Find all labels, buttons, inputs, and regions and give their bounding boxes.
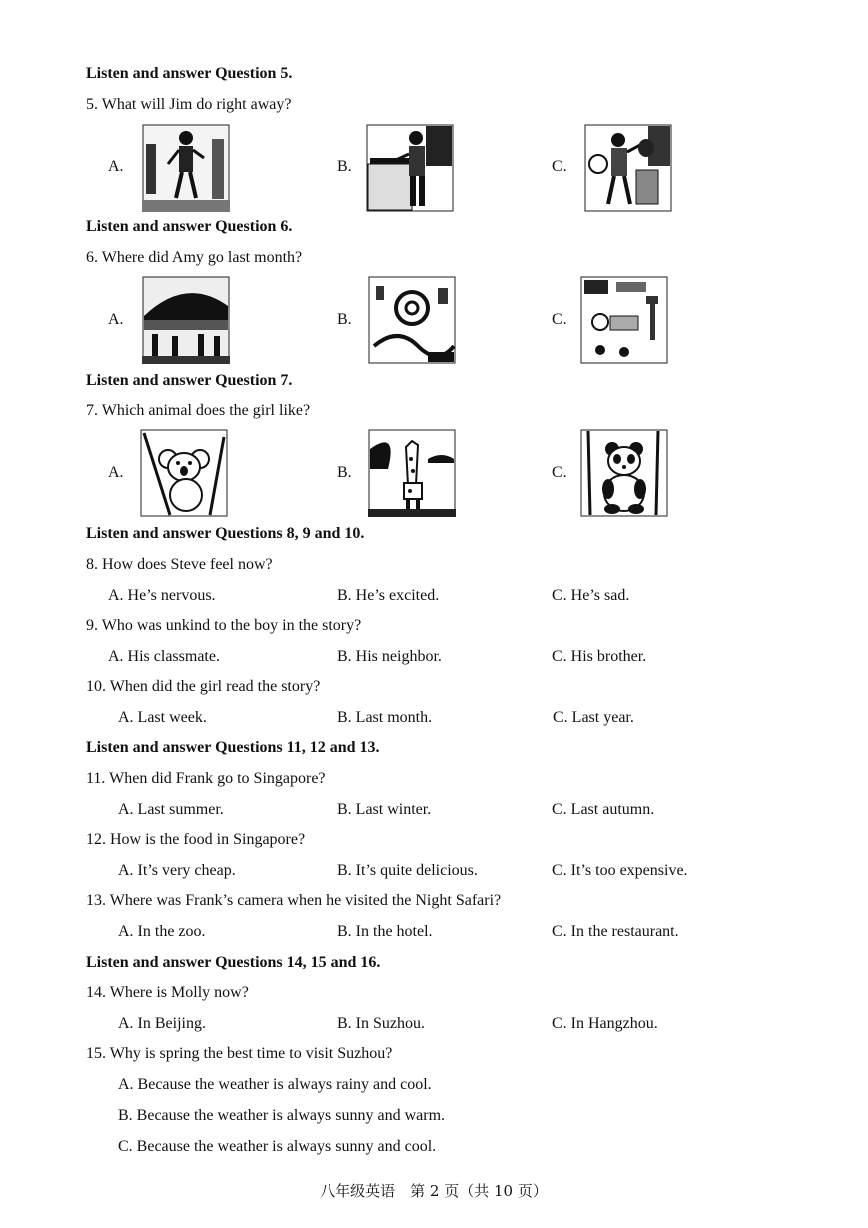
question-11: 11. When did Frank go to Singapore?: [86, 770, 326, 787]
q14-option-c[interactable]: C. In Hangzhou.: [552, 1015, 658, 1032]
q7-option-c-label[interactable]: C.: [552, 464, 567, 481]
koala-picture: [140, 429, 228, 517]
q13-option-c[interactable]: C. In the restaurant.: [552, 923, 679, 940]
q12-option-c[interactable]: C. It’s too expensive.: [552, 862, 688, 879]
q6-option-b-label[interactable]: B.: [337, 311, 352, 328]
q9-option-a[interactable]: A. His classmate.: [108, 648, 220, 665]
section-heading-q6: Listen and answer Question 6.: [86, 218, 293, 235]
q7-option-a-label[interactable]: A.: [108, 464, 124, 481]
q11-option-b[interactable]: B. Last winter.: [337, 801, 432, 818]
panda-picture: [580, 429, 668, 517]
q11-option-a[interactable]: A. Last summer.: [118, 801, 224, 818]
question-6: 6. Where did Amy go last month?: [86, 249, 303, 266]
amusement-park-picture: [368, 276, 456, 364]
q5-option-c-label[interactable]: C.: [552, 158, 567, 175]
q14-option-a[interactable]: A. In Beijing.: [118, 1015, 206, 1032]
question-9: 9. Who was unkind to the boy in the story?: [86, 617, 362, 634]
section-heading-q8-10: Listen and answer Questions 8, 9 and 10.: [86, 525, 365, 542]
q9-option-c[interactable]: C. His brother.: [552, 648, 647, 665]
q11-option-c[interactable]: C. Last autumn.: [552, 801, 655, 818]
q15-option-a[interactable]: A. Because the weather is always rainy and cool.: [118, 1076, 432, 1093]
q5-option-a-label[interactable]: A.: [108, 158, 124, 175]
q7-option-b-label[interactable]: B.: [337, 464, 352, 481]
giraffe-picture: [368, 429, 456, 517]
question-8: 8. How does Steve feel now?: [86, 556, 273, 573]
q10-option-b[interactable]: B. Last month.: [337, 709, 433, 726]
q9-option-b[interactable]: B. His neighbor.: [337, 648, 442, 665]
q8-option-a[interactable]: A. He’s nervous.: [108, 587, 216, 604]
boy-exercising-picture: [142, 124, 230, 212]
boy-taking-out-trash-picture: [584, 124, 672, 212]
q10-option-a[interactable]: A. Last week.: [118, 709, 207, 726]
section-heading-q7: Listen and answer Question 7.: [86, 372, 293, 389]
question-12: 12. How is the food in Singapore?: [86, 831, 306, 848]
stadium-picture: [142, 276, 230, 364]
question-15: 15. Why is spring the best time to visit Suzhou?: [86, 1045, 393, 1062]
q6-option-a-label[interactable]: A.: [108, 311, 124, 328]
q15-option-b[interactable]: B. Because the weather is always sunny and warm.: [118, 1107, 446, 1124]
q6-option-c-label[interactable]: C.: [552, 311, 567, 328]
section-heading-q11-13: Listen and answer Questions 11, 12 and 13.: [86, 739, 380, 756]
section-heading-q14-16: Listen and answer Questions 14, 15 and 16.: [86, 954, 381, 971]
q8-option-b[interactable]: B. He’s excited.: [337, 587, 440, 604]
question-10: 10. When did the girl read the story?: [86, 678, 321, 695]
q13-option-b[interactable]: B. In the hotel.: [337, 923, 433, 940]
q5-option-b-label[interactable]: B.: [337, 158, 352, 175]
boy-cooking-picture: [366, 124, 454, 212]
question-7: 7. Which animal does the girl like?: [86, 402, 311, 419]
zoo-picture: [580, 276, 668, 364]
section-heading-q5: Listen and answer Question 5.: [86, 65, 293, 82]
q12-option-a[interactable]: A. It’s very cheap.: [118, 862, 236, 879]
question-5: 5. What will Jim do right away?: [86, 96, 292, 113]
q12-option-b[interactable]: B. It’s quite delicious.: [337, 862, 478, 879]
q8-option-c[interactable]: C. He’s sad.: [552, 587, 630, 604]
page-footer: 八年级英语 第 2 页（共 10 页）: [320, 1182, 548, 1200]
question-13: 13. Where was Frank’s camera when he visited the Night Safari?: [86, 892, 502, 909]
q14-option-b[interactable]: B. In Suzhou.: [337, 1015, 425, 1032]
question-14: 14. Where is Molly now?: [86, 984, 249, 1001]
q15-option-c[interactable]: C. Because the weather is always sunny and cool.: [118, 1138, 437, 1155]
q13-option-a[interactable]: A. In the zoo.: [118, 923, 206, 940]
q10-option-c[interactable]: C. Last year.: [553, 709, 634, 726]
